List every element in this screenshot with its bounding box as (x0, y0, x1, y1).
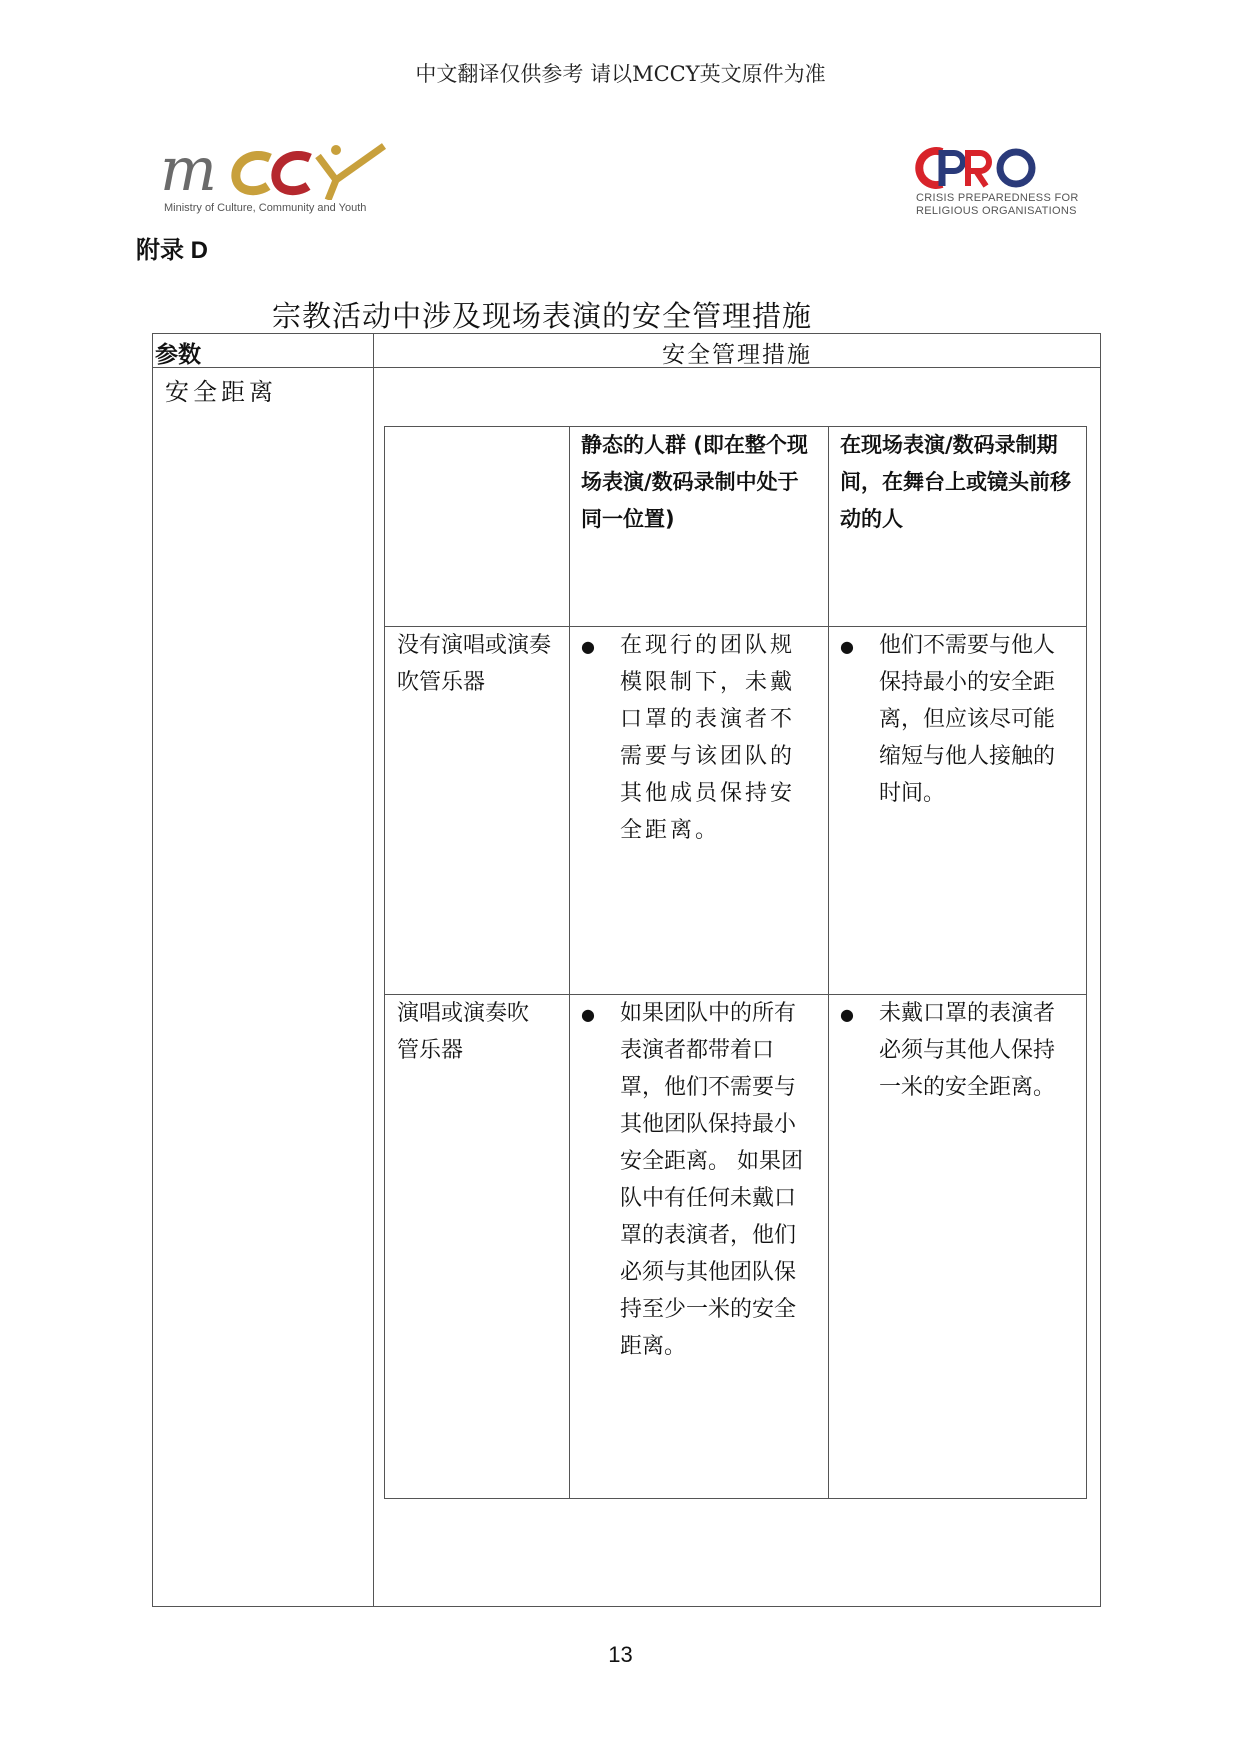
cpro-logo-mark (912, 146, 1042, 190)
document-title: 宗教活动中涉及现场表演的安全管理措施 (272, 299, 813, 333)
table-divider (373, 334, 374, 1606)
inner-measures-table (384, 426, 1087, 1499)
column-header-measures: 安全管理措施 (662, 342, 812, 368)
header-static-group: 静态的人群 (即在整个现场表演/数码录制中处于同一位置) (581, 433, 808, 531)
table-divider (828, 427, 829, 1498)
cpro-subtitle: CRISIS PREPAREDNESS FOR RELIGIOUS ORGANISATIONS (916, 192, 1079, 217)
row1-static-measure: 在现行的团队规模限制下，未戴口罩的表演者不需要与该团队的其他成员保持安全距离。 (620, 633, 796, 843)
mccy-logo-mark (160, 140, 400, 200)
table-divider (569, 427, 570, 1498)
header-moving-group: 在现场表演/数码录制期间，在舞台上或镜头前移动的人 (840, 433, 1071, 531)
bullet-icon: ● (840, 1005, 854, 1024)
row-label-no-singing: 没有演唱或演奏吹管乐器 (397, 633, 552, 695)
cpro-logo (912, 146, 1082, 226)
svg-text:m: m (160, 140, 217, 200)
row2-static-measure: 如果团队中的所有表演者都带着口罩，他们不需要与其他团队保持最小安全距离。 如果团队中有任何未戴口罩的表演者，他们必须与其他团队保持至少一米的安全距离。 (620, 1001, 803, 1359)
translation-note: 中文翻译仅供参考 请以MCCY英文原件为准 (415, 62, 826, 86)
row1-moving-measure: 他们不需要与他人保持最小的安全距离，但应该尽可能缩短与他人接触的时间。 (879, 633, 1056, 806)
bullet-icon: ● (840, 637, 854, 656)
bullet-icon: ● (581, 637, 595, 656)
page-number: 13 (608, 1642, 633, 1667)
mccy-subtitle: Ministry of Culture, Community and Youth (164, 202, 367, 214)
parameter-cell: 安全距离 (165, 378, 277, 406)
row-label-singing: 演唱或演奏吹管乐器 (397, 1001, 530, 1063)
mccy-logo (160, 140, 420, 220)
column-header-parameter: 参数 (155, 342, 201, 368)
row2-moving-measure: 未戴口罩的表演者必须与其他人保持一米的安全距离。 (879, 1001, 1056, 1100)
annex-label: 附录 D (136, 237, 208, 264)
bullet-icon: ● (581, 1005, 595, 1024)
